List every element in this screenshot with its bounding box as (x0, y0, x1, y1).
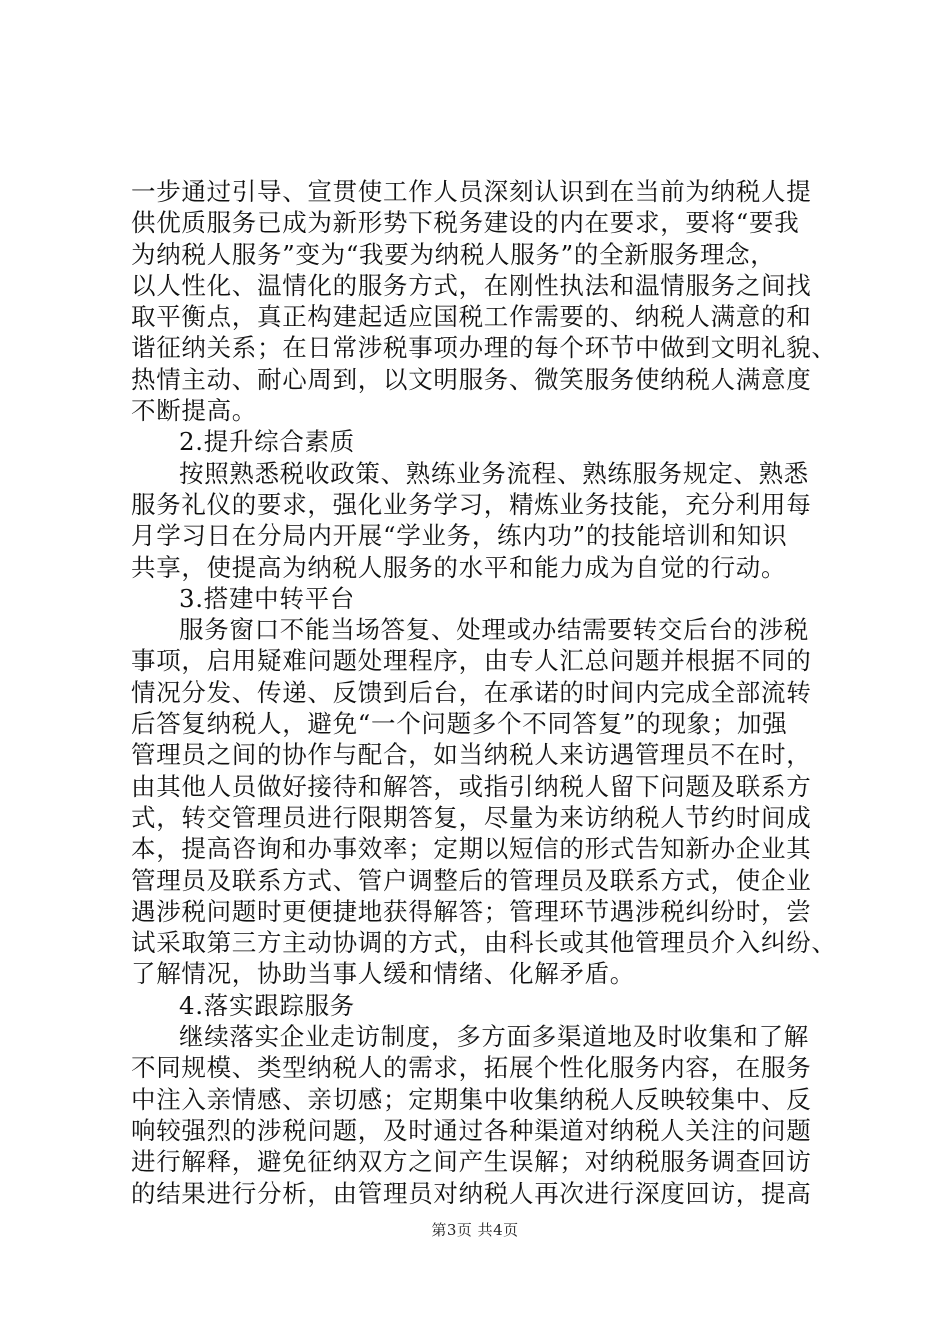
paragraph-line: 响较强烈的涉税问题，及时通过各种渠道对纳税人关注的问题 (131, 1115, 812, 1145)
paragraph-line: 试采取第三方主动协调的方式，由科长或其他管理员介入纠纷、 (131, 928, 837, 958)
paragraph-line: 遇涉税问题时更便捷地获得解答；管理环节遇涉税纠纷时，尝 (131, 896, 812, 926)
paragraph-line: 式，转交管理员进行限期答复，尽量为来访纳税人节约时间成 (131, 802, 812, 832)
page-footer: 第3页 共4页 (431, 1221, 519, 1239)
paragraph-line: 了解情况，协助当事人缓和情绪、化解矛盾。 (131, 959, 635, 989)
paragraph-line: 供优质服务已成为新形势下税务建设的内在要求，要将“要我 (131, 208, 800, 238)
paragraph-line: 共享，使提高为纳税人服务的水平和能力成为自觉的行动。 (131, 552, 787, 582)
paragraph-line: 一步通过引导、宣贯使工作人员深刻认识到在当前为纳税人提 (131, 177, 812, 206)
document-body (131, 176, 851, 1209)
section-heading: 4.落实跟踪服务 (179, 990, 355, 1020)
paragraph-line: 按照熟悉税收政策、熟练业务流程、熟练服务规定、熟悉 (179, 458, 809, 488)
section-heading: 2.提升综合素质 (179, 427, 355, 457)
paragraph-line: 中注入亲情感、亲切感；定期集中收集纳税人反映较集中、反 (131, 1084, 812, 1114)
paragraph-line: 由其他人员做好接待和解答，或指引纳税人留下问题及联系方 (131, 771, 812, 801)
paragraph-line: 的结果进行分析，由管理员对纳税人再次进行深度回访，提高 (131, 1178, 812, 1208)
paragraph-line: 不同规模、类型纳税人的需求，拓展个性化服务内容，在服务 (131, 1053, 812, 1083)
paragraph-line: 继续落实企业走访制度，多方面多渠道地及时收集和了解 (179, 1022, 809, 1052)
paragraph-line: 服务礼仪的要求，强化业务学习，精炼业务技能，充分利用每 (131, 489, 812, 519)
paragraph-line: 为纳税人服务”变为“我要为纳税人服务”的全新服务理念， (131, 239, 776, 269)
paragraph-line: 不断提高。 (131, 396, 257, 426)
paragraph-line: 情况分发、传递、反馈到后台，在承诺的时间内完成全部流转 (131, 677, 812, 707)
paragraph-line: 事项，启用疑难问题处理程序，由专人汇总问题并根据不同的 (131, 646, 812, 676)
paragraph-line: 后答复纳税人，避免“一个问题多个不同答复”的现象；加强 (131, 709, 788, 739)
paragraph-line: 管理员之间的协作与配合，如当纳税人来访遇管理员不在时， (131, 740, 812, 770)
paragraph-line: 管理员及联系方式、管户调整后的管理员及联系方式，使企业 (131, 865, 812, 895)
paragraph-line: 进行解释，避免征纳双方之间产生误解；对纳税服务调查回访 (131, 1147, 812, 1177)
paragraph-line: 以人性化、温情化的服务方式，在刚性执法和温情服务之间找 (131, 270, 812, 300)
paragraph-line: 本，提高咨询和办事效率；定期以短信的形式告知新办企业其 (131, 834, 812, 864)
paragraph-line: 月学习日在分局内开展“学业务，练内功”的技能培训和知识 (131, 521, 788, 551)
paragraph-line: 取平衡点，真正构建起适应国税工作需要的、纳税人满意的和 (131, 302, 812, 332)
paragraph-line: 热情主动、耐心周到，以文明服务、微笑服务使纳税人满意度 (131, 364, 812, 394)
section-heading: 3.搭建中转平台 (179, 583, 355, 613)
paragraph-line: 谐征纳关系；在日常涉税事项办理的每个环节中做到文明礼貌、 (131, 333, 837, 363)
paragraph-line: 服务窗口不能当场答复、处理或办结需要转交后台的涉税 (179, 615, 809, 645)
